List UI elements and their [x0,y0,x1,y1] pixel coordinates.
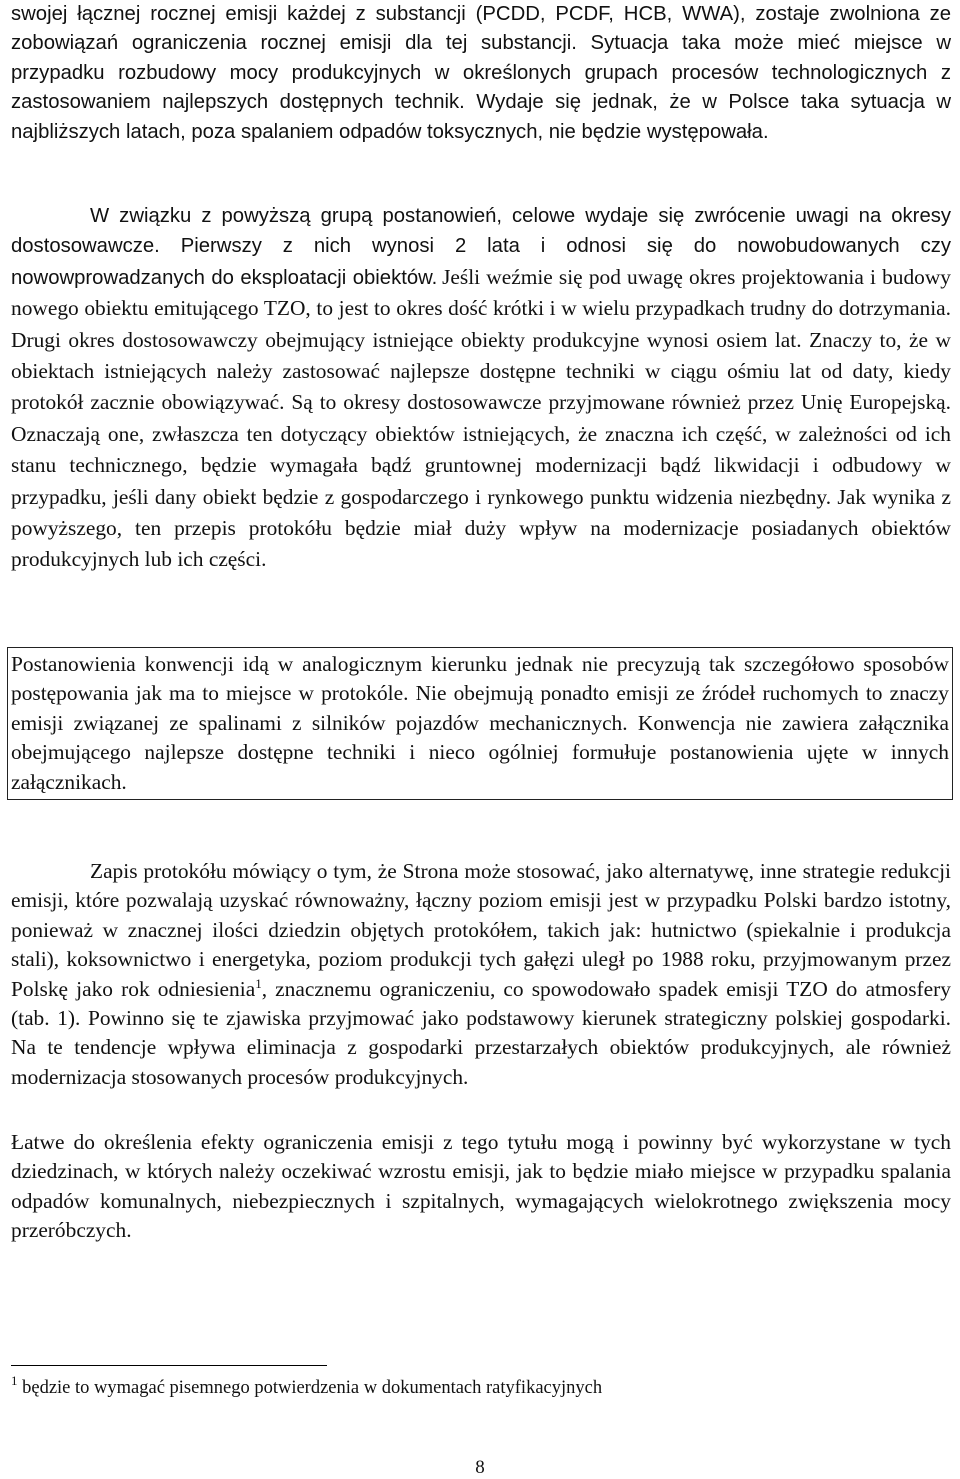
paragraph-adjustment-periods [11,202,951,577]
page-number: 8 [475,1457,485,1478]
footnote [11,1373,603,1400]
paragraph-emission-effects: Łatwe do określenia efekty ograniczenia emisji z tego tytułu mogą i powinny być wykorzystane w tych dziedzinach, w których należy oczekiwać wzrostu emisji, jak to będzie miało miejsce w przypadku spalania odpadów komunalnych, niebezpiecznych i szpitalnych, wymagających wielokrotnego zwiększenia mocy przeróbczych. [11,1130,951,1243]
paragraph-emission-exemption: swojej łącznej rocznej emisji każdej z substancji (PCDD, PCDF, HCB, WWA), zostaje zwolniona ze zobowiązań ograniczenia rocznej emisji dla tej substancji. Sytuacja taka może mieć miejsce w przypadku rozbudowy mocy produkcyjnych w określonych grupach procesów technologicznych z zastosowaniem najlepszych dostępnych technik. Wydaje się jednak, że w Polsce taka sytuacja w najbliższych latach, poza spalaniem odpadów toksycznych, nie będzie występowała. [11,3,951,143]
footnote-separator [11,1365,327,1366]
footnote-mark: 1 [11,1373,18,1388]
footnote-text: będzie to wymagać pisemnego potwierdzenia w dokumentach ratyfikacyjnych [17,1378,603,1398]
paragraph-alternative-strategies-part2: , znacznemu ograniczeniu, co spowodowało spadek emisji TZO do atmosfery (tab. 1). Powinno się te zjawiska przyjmować jako podstawowy kierunek strategiczny polskiej gospodarki. Na te tendencje wpływa eliminacja z gospodarki przestarzałych obiektów produkcyjnych, ale również modernizacja stosowanych procesów produkcyjnych. [11,976,951,1089]
footnote-reference[interactable]: 1 [255,975,262,991]
paragraph-alternative-strategies [11,857,951,1092]
convention-box-text: Postanowienia konwencji idą w analogicznym kierunku jednak nie precyzują tak szczegółowo sposobów postępowania jak ma to miejsce w protokóle. Nie obejmują ponadto emisji ze źródeł ruchomych to znaczy emisji związanej ze spalinami z silników pojazdów mechanicznych. Konwencja nie zawiera załącznika obejmującego najlepsze dostępne techniki i nieco ogólniej formułuje postanowienia ujęte w innych załącznikach. [11,652,949,794]
paragraph-adjustment-periods-serif: Jeśli weźmie się pod uwagę okres projektowania i budowy nowego obiektu emitującego TZO, to jest to okres dość krótki i w wielu przypadkach trudny do dotrzymania. Drugi okres dostosowawczy obejmujący istniejące obiekty produkcyjne wynosi osiem lat. Znaczy to, że w obiektach istniejących należy zastosować najlepsze dostępne techniki w ciągu ośmiu lat od daty, kiedy protokół zacznie obowiązywać. Są to okresy dostosowawcze przyjmowane również przez Unię Europejską. Oznaczają one, zwłaszcza ten dotyczący obiektów istniejących, że znaczna ich część, w zależności od ich stanu technicznego, będzie wymagała bądź gruntownej modernizacji bądź likwidacji i odbudowy w przypadku, jeśli dany obiekt będzie z gospodarczego i rynkowego punktu widzenia niezbędny. Jak wynika z powyższego, ten przepis protokółu będzie miał duży wpływ na modernizacje posiadanych obiektów produkcyjnych lub ich części. [11,264,952,572]
paragraph-alternative-strategies-part1: Zapis protokółu mówiący o tym, że Strona może stosować, jako alternatywę, inne strategie redukcji emisji, które pozwalają uzyskać równoważny, łączny poziom emisji jest w przypadku Polski bardzo istotny, ponieważ w znacznej ilości dziedzin objętych protokółem, takich jak: hutnictwo (spiekalnie i produkcja stali), koksownictwo i energetyka, poziom produkcji tych gałęzi uległ po 1988 roku, przyjmowanym przez Polskę jako rok odniesienia [11,859,951,1001]
paragraph-adjustment-periods-sans: W związku z powyższą grupą postanowień, celowe wydaje się zwrócenie uwagi na okresy dostosowawcze. Pierwszy z nich wynosi 2 lata i odnosi się do nowobudowanych czy nowowprowadzanych do eksploatacji obiektów. [11,205,951,289]
